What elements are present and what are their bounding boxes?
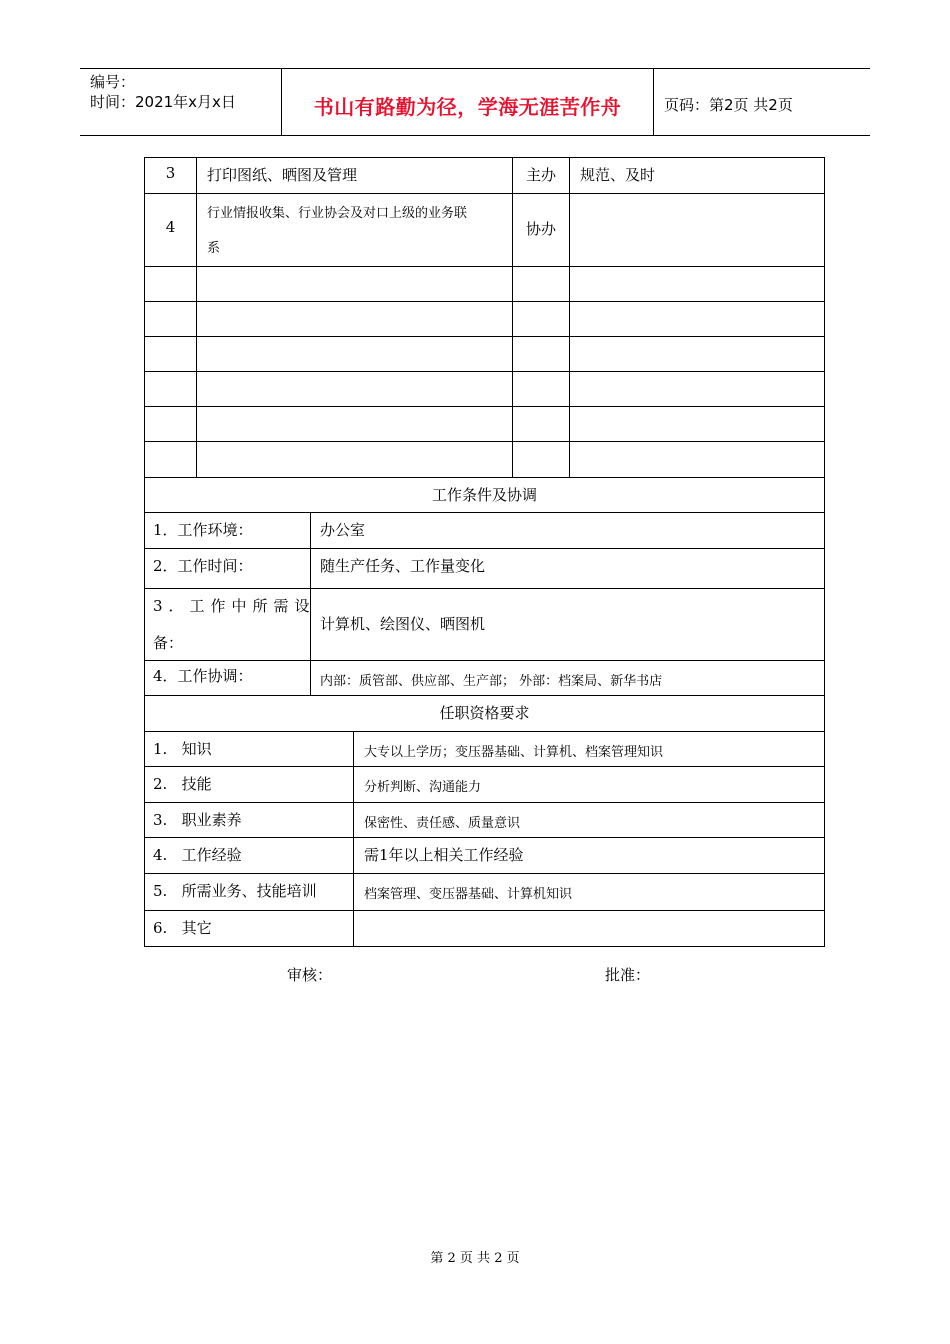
table-row: [145, 513, 824, 549]
qualification-value: 分析判断、沟通能力: [364, 780, 482, 795]
approve-signature-label: 批准：: [605, 966, 651, 984]
qualification-label: 6. 其它: [153, 919, 212, 937]
empty-table-row: [145, 407, 824, 442]
empty-table-row: [145, 337, 824, 372]
conditions-title: 工作条件及协调: [431, 486, 537, 504]
job-description-table: [144, 157, 825, 947]
duty-task: 打印图纸、晒图及管理: [207, 166, 358, 184]
qualifications-title: 任职资格要求: [439, 704, 530, 722]
table-row: [145, 874, 824, 911]
duty-number: 3: [165, 164, 176, 182]
table-row: [145, 194, 824, 267]
section-title-row: [145, 478, 824, 513]
table-row: [145, 803, 824, 838]
duty-standard: 规范、及时: [580, 166, 656, 184]
condition-label-line: 备：: [153, 634, 184, 652]
condition-label-line: 3．工作中所需设: [153, 597, 316, 615]
header-page-cell: [654, 69, 870, 135]
condition-label: 1．工作环境：: [153, 521, 253, 539]
qualification-label: 2. 技能: [153, 775, 212, 793]
duty-role: 主办: [525, 166, 556, 184]
table-row: [145, 911, 824, 946]
duty-number: 4: [165, 218, 176, 236]
condition-value: 内部：质管部、供应部、生产部； 外部：档案局、新华书店: [320, 674, 663, 689]
empty-table-row: [145, 442, 824, 478]
document-date: 时间：2021年x月x日: [90, 93, 236, 111]
qualification-label: 5. 所需业务、技能培训: [153, 882, 317, 900]
header-page-number: 页码：第2页 共2页: [664, 96, 793, 114]
qualification-value: 保密性、责任感、质量意识: [364, 816, 521, 831]
table-row: [145, 732, 824, 767]
table-row: [145, 767, 824, 803]
table-row: [145, 158, 824, 194]
duty-task-line: 系: [207, 241, 221, 256]
header-motto: 书山有路勤为径，学海无涯苦作舟: [313, 95, 622, 119]
condition-label: 4．工作协调：: [153, 667, 253, 685]
header-meta-cell: [80, 69, 282, 135]
duty-role: 协办: [525, 220, 556, 238]
section-title-row: [145, 696, 824, 732]
page-footer: 第 2 页 共 2 页: [430, 1251, 520, 1266]
qualification-value: 需1年以上相关工作经验: [364, 846, 524, 864]
empty-table-row: [145, 267, 824, 302]
review-signature-label: 审核：: [287, 966, 333, 984]
qualification-label: 1. 知识: [153, 740, 212, 758]
document-number-label: 编号：: [90, 73, 136, 91]
table-row: [145, 589, 824, 661]
empty-table-row: [145, 302, 824, 337]
qualification-value: 大专以上学历；变压器基础、计算机、档案管理知识: [364, 745, 664, 760]
condition-value: 办公室: [320, 521, 366, 539]
qualification-value: 档案管理、变压器基础、计算机知识: [364, 887, 573, 902]
table-row: [145, 838, 824, 874]
table-row: [145, 549, 824, 589]
condition-value: 随生产任务、工作量变化: [320, 557, 486, 575]
header-motto-cell: [282, 69, 654, 135]
condition-value: 计算机、绘图仪、晒图机: [320, 615, 486, 633]
table-row: [145, 661, 824, 696]
page-header: [80, 68, 870, 136]
empty-table-row: [145, 372, 824, 407]
duty-task-line: 行业情报收集、行业协会及对口上级的业务联: [207, 206, 468, 221]
qualification-label: 4. 工作经验: [153, 846, 242, 864]
qualification-label: 3. 职业素养: [153, 811, 242, 829]
condition-label: 2．工作时间：: [153, 557, 253, 575]
